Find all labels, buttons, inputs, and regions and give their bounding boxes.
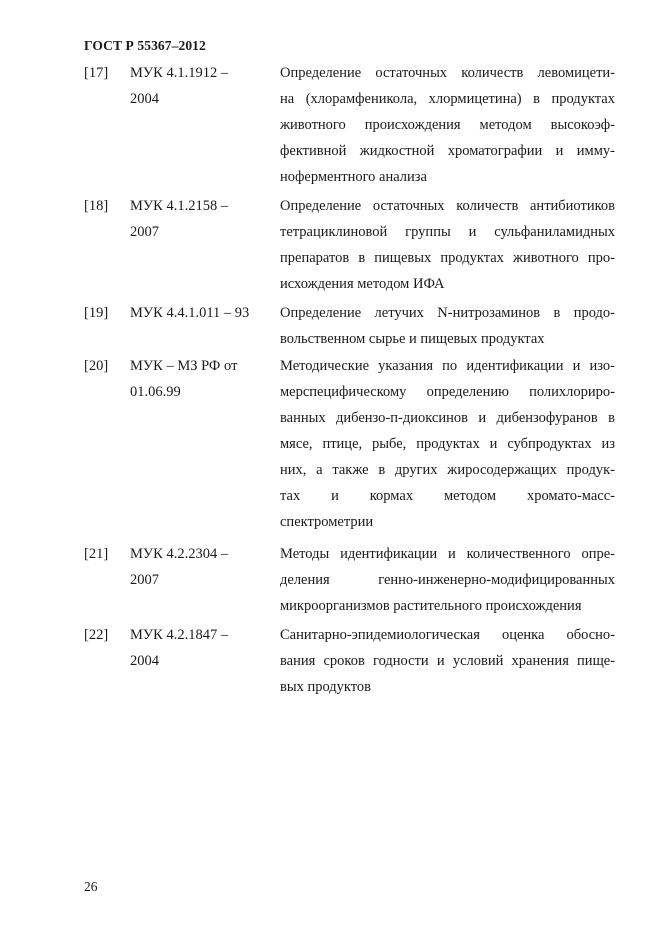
reference-code-line: 2004 xyxy=(130,91,159,107)
reference-description-line: ноферментного анализа xyxy=(280,169,427,185)
reference-code xyxy=(130,300,270,326)
reference-description xyxy=(280,60,615,190)
reference-code-line: 2007 xyxy=(130,224,159,240)
reference-description-line: мясе, птице, рыбе, продуктах и субпродуктах из xyxy=(280,436,615,452)
reference-code-line: 2004 xyxy=(130,653,159,669)
reference-description-line: мерспецифическому определению полихлориро- xyxy=(280,384,615,400)
reference-code-line: МУК 4.2.2304 – xyxy=(130,546,229,562)
reference-description-line: микроорганизмов растительного происхождения xyxy=(280,598,582,614)
reference-code xyxy=(130,541,270,593)
reference-description-line: фективной жидкостной хроматографии и имму- xyxy=(280,143,615,159)
reference-code xyxy=(130,622,270,674)
reference-code xyxy=(130,193,270,245)
reference-number: [21] xyxy=(84,546,109,562)
reference-description-line: Санитарно-эпидемиологическая оценка обосно- xyxy=(280,627,615,643)
reference-description-line: спектрометрии xyxy=(280,514,374,530)
reference-code-line: МУК 4.2.1847 – xyxy=(130,627,229,643)
reference-description-line: Методические указания по идентификации и изо- xyxy=(280,358,615,374)
reference-number: [18] xyxy=(84,198,109,214)
reference-code-line: 2007 xyxy=(130,572,159,588)
reference-description-line: препаратов в пищевых продуктах животного про- xyxy=(280,250,615,266)
reference-description-line: вых продуктов xyxy=(280,679,372,695)
reference-description-line: Определение летучих N-нитрозаминов в продо- xyxy=(280,305,615,321)
reference-code xyxy=(130,60,270,112)
reference-description-line: тетрациклиновой группы и сульфаниламидных xyxy=(280,224,615,240)
reference-code-line: 01.06.99 xyxy=(130,384,181,400)
reference-description xyxy=(280,622,615,700)
reference-description-line: Определение остаточных количеств антибиотиков xyxy=(280,198,615,214)
reference-description xyxy=(280,541,615,619)
reference-number: [17] xyxy=(84,65,109,81)
reference-number: [22] xyxy=(84,627,109,643)
document-header: ГОСТ Р 55367–2012 xyxy=(84,38,206,53)
reference-description-line: ванных дибензо-п-диоксинов и дибензофуранов в xyxy=(280,410,615,426)
reference-description-line: деления генно-инженерно-модифицированных xyxy=(280,572,615,588)
reference-description-line: исхождения методом ИФА xyxy=(280,276,445,292)
reference-description-line: животного происхождения методом высокоэф- xyxy=(280,117,615,133)
reference-code-line: МУК 4.1.2158 – xyxy=(130,198,229,214)
reference-description-line: Методы идентификации и количественного опре- xyxy=(280,546,615,562)
reference-code-line: МУК – МЗ РФ от xyxy=(130,358,238,374)
reference-code-line: МУК 4.1.1912 – xyxy=(130,65,229,81)
reference-code xyxy=(130,353,270,405)
reference-description-line: них, а также в других жиросодержащих продук- xyxy=(280,462,615,478)
reference-description xyxy=(280,193,615,297)
reference-description xyxy=(280,353,615,535)
reference-description-line: вольственном сырье и пищевых продуктах xyxy=(280,331,545,347)
reference-description xyxy=(280,300,615,352)
reference-description-line: на (хлорамфеникола, хлормицетина) в продуктах xyxy=(280,91,615,107)
reference-description-line: тах и кормах методом хромато-масс- xyxy=(280,488,615,504)
reference-description-line: вания сроков годности и условий хранения пище- xyxy=(280,653,615,669)
reference-number: [19] xyxy=(84,305,109,321)
reference-code-line: МУК 4.4.1.011 – 93 xyxy=(130,305,250,321)
reference-description-line: Определение остаточных количеств левомицети- xyxy=(280,65,615,81)
reference-number: [20] xyxy=(84,358,109,374)
page-number: 26 xyxy=(84,879,98,894)
